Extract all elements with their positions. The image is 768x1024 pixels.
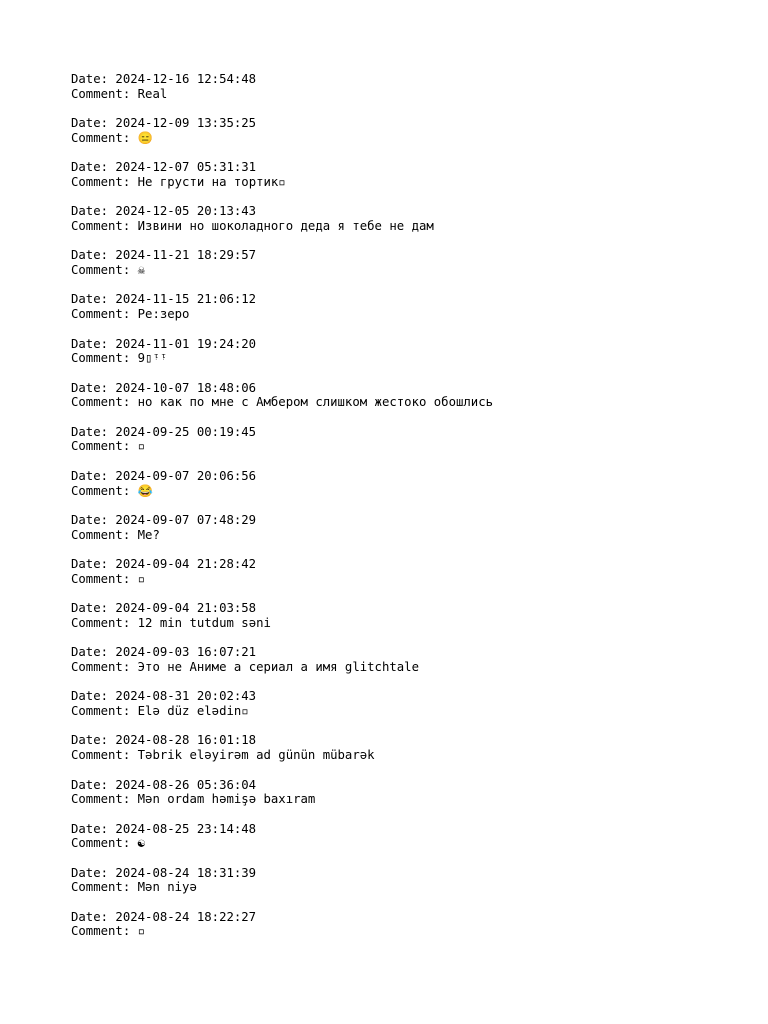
comment-label: Comment:	[71, 836, 138, 851]
date-label: Date:	[71, 160, 116, 175]
entry-date: 2024-11-15 21:06:12	[115, 292, 257, 307]
entry-date: 2024-11-01 19:24:20	[115, 336, 257, 351]
comment-entry	[71, 557, 751, 601]
date-label: Date:	[71, 689, 116, 704]
comment-entry	[71, 337, 751, 381]
entry-date-line	[71, 248, 751, 263]
entry-date: 2024-08-26 05:36:04	[115, 777, 257, 792]
entry-date: 2024-11-21 18:29:57	[115, 248, 257, 263]
entry-comment: ▫	[137, 439, 146, 454]
comment-label: Comment:	[71, 615, 138, 630]
comment-entry	[71, 292, 751, 336]
comment-entry	[71, 204, 751, 248]
date-label: Date:	[71, 512, 116, 527]
entry-comment-line	[71, 836, 751, 851]
entry-comment-line	[71, 924, 751, 939]
comment-log	[71, 72, 751, 954]
comment-label: Comment:	[71, 351, 138, 366]
entry-comment-line	[71, 307, 751, 322]
entry-date-line	[71, 601, 751, 616]
entry-comment: ▫	[137, 571, 146, 586]
comment-label: Comment:	[71, 659, 138, 674]
entry-comment-line	[71, 175, 751, 190]
entry-comment: Ре:зеро	[137, 307, 190, 322]
comment-label: Comment:	[71, 395, 138, 410]
date-label: Date:	[71, 292, 116, 307]
entry-comment: ▫	[137, 924, 146, 939]
entry-comment-line	[71, 131, 751, 146]
entry-comment-line	[71, 87, 751, 102]
entry-comment: ☠	[137, 263, 146, 278]
entry-comment-line	[71, 263, 751, 278]
date-label: Date:	[71, 733, 116, 748]
entry-date-line	[71, 866, 751, 881]
entry-date-line	[71, 204, 751, 219]
entry-comment: Не грусти на тортик▫	[137, 174, 286, 189]
entry-comment-line	[71, 395, 751, 410]
entry-comment: Real	[137, 86, 168, 101]
comment-label: Comment:	[71, 483, 138, 498]
entry-date: 2024-09-07 07:48:29	[115, 512, 257, 527]
comment-entry	[71, 778, 751, 822]
entry-comment: Mən ordam həmişə baxıram	[137, 792, 316, 807]
date-label: Date:	[71, 336, 116, 351]
entry-date: 2024-12-09 13:35:25	[115, 116, 257, 131]
entry-date-line	[71, 689, 751, 704]
comment-entry	[71, 601, 751, 645]
entry-comment-line	[71, 219, 751, 234]
comment-entry	[71, 910, 751, 954]
entry-date: 2024-09-07 20:06:56	[115, 468, 257, 483]
comment-entry	[71, 689, 751, 733]
entry-date: 2024-09-04 21:28:42	[115, 557, 257, 572]
entry-comment-line	[71, 528, 751, 543]
comment-label: Comment:	[71, 748, 138, 763]
entry-date-line	[71, 337, 751, 352]
entry-date-line	[71, 822, 751, 837]
entry-comment: 9▯ᵎᵎ	[137, 351, 168, 366]
entry-date: 2024-12-07 05:31:31	[115, 160, 257, 175]
comment-label: Comment:	[71, 439, 138, 454]
entry-comment: 12 min tutdum səni	[137, 615, 271, 630]
entry-comment-line	[71, 704, 751, 719]
comment-entry	[71, 513, 751, 557]
entry-date: 2024-08-28 16:01:18	[115, 733, 257, 748]
date-label: Date:	[71, 557, 116, 572]
entry-comment: Elə düz elədin▫	[137, 704, 249, 718]
entry-date: 2024-09-04 21:03:58	[115, 601, 257, 616]
comment-entry	[71, 116, 751, 160]
entry-date: 2024-08-24 18:22:27	[115, 909, 257, 924]
comment-label: Comment:	[71, 880, 138, 895]
entry-date-line	[71, 381, 751, 396]
entry-comment-line	[71, 351, 751, 366]
comment-label: Comment:	[71, 174, 138, 189]
date-label: Date:	[71, 777, 116, 792]
entry-comment-line	[71, 439, 751, 454]
comment-entry	[71, 381, 751, 425]
comment-entry	[71, 733, 751, 777]
entry-date-line	[71, 645, 751, 660]
comment-entry	[71, 160, 751, 204]
comment-label: Comment:	[71, 792, 138, 807]
entry-date-line	[71, 292, 751, 307]
date-label: Date:	[71, 645, 116, 660]
comment-label: Comment:	[71, 307, 138, 322]
entry-comment-line	[71, 880, 751, 895]
entry-date: 2024-09-03 16:07:21	[115, 645, 257, 660]
entry-date: 2024-08-31 20:02:43	[115, 689, 257, 704]
entry-comment: ☯	[137, 836, 146, 851]
date-label: Date:	[71, 204, 116, 219]
entry-date: 2024-09-25 00:19:45	[115, 424, 257, 439]
entry-date: 2024-12-16 12:54:48	[115, 72, 257, 86]
entry-comment: Təbrik eləyirəm ad günün mübarək	[137, 748, 375, 763]
entry-date-line	[71, 557, 751, 572]
date-label: Date:	[71, 468, 116, 483]
entry-comment-line	[71, 792, 751, 807]
comment-entry	[71, 469, 751, 513]
entry-comment-line	[71, 748, 751, 763]
entry-comment-line	[71, 572, 751, 587]
comment-label: Comment:	[71, 924, 138, 939]
comment-label: Comment:	[71, 527, 138, 542]
entry-date-line	[71, 469, 751, 484]
comment-entry	[71, 822, 751, 866]
date-label: Date:	[71, 380, 116, 395]
entry-comment: но как по мне с Амбером слишком жестоко обошлись	[137, 395, 494, 410]
entry-comment: Me?	[137, 527, 160, 542]
entry-comment: Mən niyə	[137, 880, 197, 895]
entry-date: 2024-08-24 18:31:39	[115, 865, 257, 880]
entry-date-line	[71, 72, 751, 87]
comment-entry	[71, 72, 751, 116]
comment-label: Comment:	[71, 704, 138, 718]
comment-label: Comment:	[71, 263, 138, 278]
entry-comment: 😂	[137, 483, 153, 498]
entry-comment-line	[71, 484, 751, 499]
entry-date-line	[71, 733, 751, 748]
entry-date: 2024-08-25 23:14:48	[115, 821, 257, 836]
comment-label: Comment:	[71, 571, 138, 586]
comment-label: Comment:	[71, 130, 138, 145]
comment-label: Comment:	[71, 86, 138, 101]
date-label: Date:	[71, 424, 116, 439]
date-label: Date:	[71, 909, 116, 924]
entry-comment: Извини но шоколадного деда я тебе не дам	[137, 218, 434, 233]
entry-date: 2024-10-07 18:48:06	[115, 380, 257, 395]
entry-date-line	[71, 910, 751, 925]
entry-date: 2024-12-05 20:13:43	[115, 204, 257, 219]
entry-date-line	[71, 425, 751, 440]
entry-comment: 😑	[137, 130, 153, 145]
entry-comment-line	[71, 616, 751, 631]
date-label: Date:	[71, 601, 116, 616]
date-label: Date:	[71, 116, 116, 131]
date-label: Date:	[71, 248, 116, 263]
comment-entry	[71, 425, 751, 469]
entry-comment-line	[71, 660, 751, 675]
comment-label: Comment:	[71, 218, 138, 233]
entry-date-line	[71, 160, 751, 175]
date-label: Date:	[71, 821, 116, 836]
entry-date-line	[71, 116, 751, 131]
date-label: Date:	[71, 72, 116, 86]
comment-entry	[71, 248, 751, 292]
entry-date-line	[71, 513, 751, 528]
entry-comment: Это не Аниме а сериал а имя glitchtale	[137, 659, 419, 674]
comment-entry	[71, 866, 751, 910]
comment-entry	[71, 645, 751, 689]
date-label: Date:	[71, 865, 116, 880]
entry-date-line	[71, 778, 751, 793]
